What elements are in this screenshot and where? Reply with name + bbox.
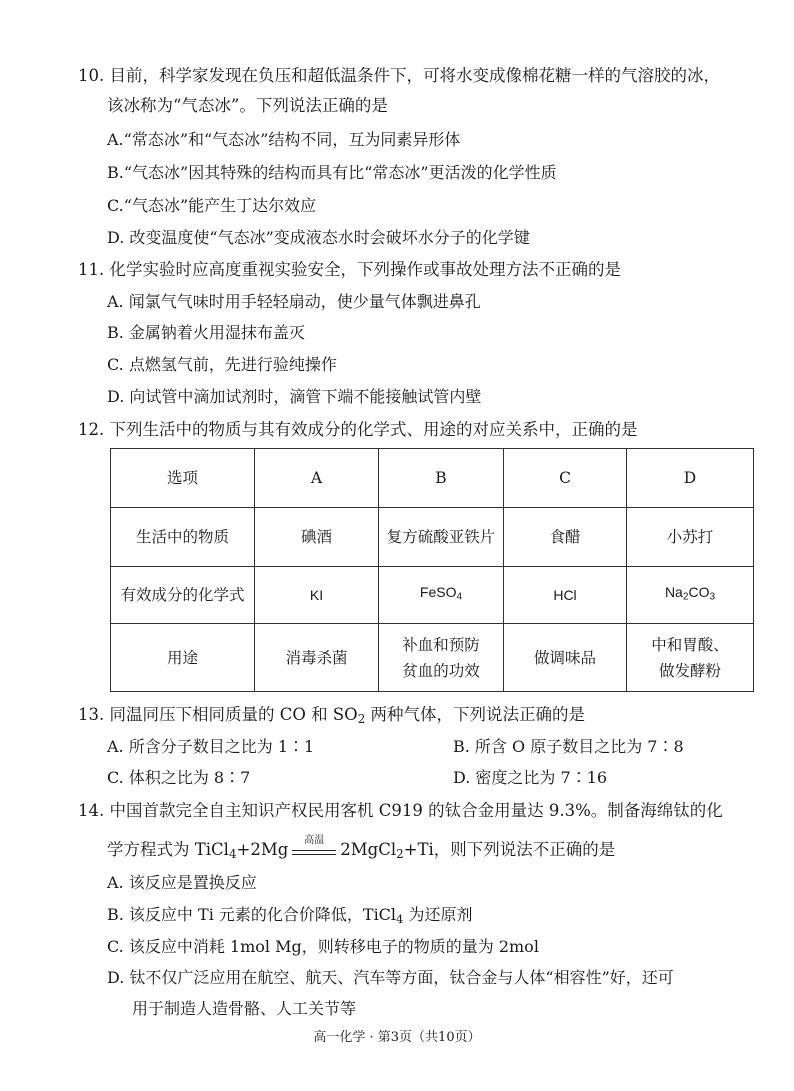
q11-stem: 11. 化学实验时应高度重视实验安全，下列操作或事故处理方法不正确的是 (78, 260, 621, 279)
q11-option-c: C. 点燃氢气前，先进行验纯操作 (107, 355, 337, 374)
q10-option-b: B.“气态冰”因其特殊的结构而具有比“常态冰”更活泼的化学性质 (107, 163, 557, 182)
formula-na2co3: $Na_2CO_3$ (664, 584, 716, 603)
q12-stem: 12. 下列生活中的物质与其有效成分的化学式、用途的对应关系中，正确的是 (78, 420, 638, 439)
q10-option-c: C.“气态冰”能产生丁达尔效应 (107, 196, 317, 215)
table-cell: C (504, 449, 627, 508)
q11-option-b: B. 金属钠着火用湿抹布盖灭 (107, 323, 305, 342)
table-cell: 食醋 (504, 508, 627, 567)
q14-stem-line2: 学方程式为 TiCl$_4$+2Mg 高温 2MgCl$_2$+Ti，则下列说法不正确的是 (107, 834, 616, 861)
use-b-line2: 贫血的功效 (402, 661, 480, 680)
table-cell: 消毒杀菌 (255, 624, 379, 692)
table-cell (627, 624, 754, 692)
table-cell: 选项 (111, 449, 255, 508)
q12-table (110, 448, 754, 692)
table-cell (379, 567, 504, 624)
q10-stem-line1: 10. 目前，科学家发现在负压和超低温条件下，可将水变成像棉花糖一样的气溶胶的冰， (78, 66, 720, 85)
page-footer: 高一化学 · 第3页（共10页） (313, 1030, 481, 1045)
table-row (111, 449, 754, 508)
table-cell: A (255, 449, 379, 508)
q11-option-a: A. 闻氯气气味时用手轻轻扇动，使少量气体飘进鼻孔 (107, 292, 481, 311)
q13-option-d: D. 密度之比为 7∶16 (453, 768, 608, 787)
q14-option-b: B. 该反应中 Ti 元素的化合价降低，TiCl$_4$ 为还原剂 (107, 905, 473, 926)
table-cell: KI (255, 567, 379, 624)
table-cell: 做调味品 (504, 624, 627, 692)
q14-stem-line1: 14. 中国首款完全自主知识产权民用客机 C919 的钛合金用量达 9.3%。制备海绵钛的化 (78, 801, 723, 820)
table-cell: 有效成分的化学式 (111, 567, 255, 624)
equals-sign-with-condition (289, 834, 339, 861)
q11-option-d: D. 向试管中滴加试剂时，滴管下端不能接触试管内壁 (107, 387, 482, 406)
q14-option-d-line2: 用于制造人造骨骼、人工关节等 (132, 999, 357, 1018)
table-cell: 用途 (111, 624, 255, 692)
use-d-line1: 中和胃酸、 (651, 635, 729, 654)
q10-stem-line2: 该冰称为“气态冰”。下列说法正确的是 (107, 96, 388, 115)
formula-fes04: FeSO$_4$ (419, 584, 463, 603)
table-cell: B (379, 449, 504, 508)
q14-option-c: C. 该反应中消耗 1mol Mg，则转移电子的物质的量为 2mol (107, 937, 539, 956)
q10-option-a: A.“常态冰”和“气态冰”结构不同，互为同素异形体 (107, 130, 461, 149)
reaction-condition: 高温 (304, 834, 325, 846)
table-row (111, 567, 754, 624)
table-cell (379, 624, 504, 692)
q14-option-a: A. 该反应是置换反应 (107, 873, 257, 892)
table-cell (627, 567, 754, 624)
use-b-line1: 补血和预防 (402, 635, 480, 654)
q13-stem: 13. 同温同压下相同质量的 CO 和 $SO_2$ 两种气体，下列说法正确的是 (78, 705, 586, 726)
q10-option-d: D. 改变温度使“气态冰”变成液态水时会破坏水分子的化学键 (107, 228, 530, 247)
table-cell: 碘酒 (255, 508, 379, 567)
table-cell: 小苏打 (627, 508, 754, 567)
q14-option-d-line1: D. 钛不仅广泛应用在航空、航天、汽车等方面，钛合金与人体“相容性”好，还可 (107, 968, 674, 987)
table-cell: 复方硫酸亚铁片 (379, 508, 504, 567)
table-cell: HCl (504, 567, 627, 624)
table-cell: D (627, 449, 754, 508)
q13-option-c: C. 体积之比为 8∶7 (107, 768, 251, 787)
q13-option-b: B. 所含 O 原子数目之比为 7∶8 (453, 737, 684, 756)
table-row (111, 508, 754, 567)
q13-option-a: A. 所含分子数目之比为 1∶1 (107, 737, 315, 756)
table-row (111, 624, 754, 692)
use-d-line2: 做发酵粉 (658, 661, 721, 680)
table-cell: 生活中的物质 (111, 508, 255, 567)
